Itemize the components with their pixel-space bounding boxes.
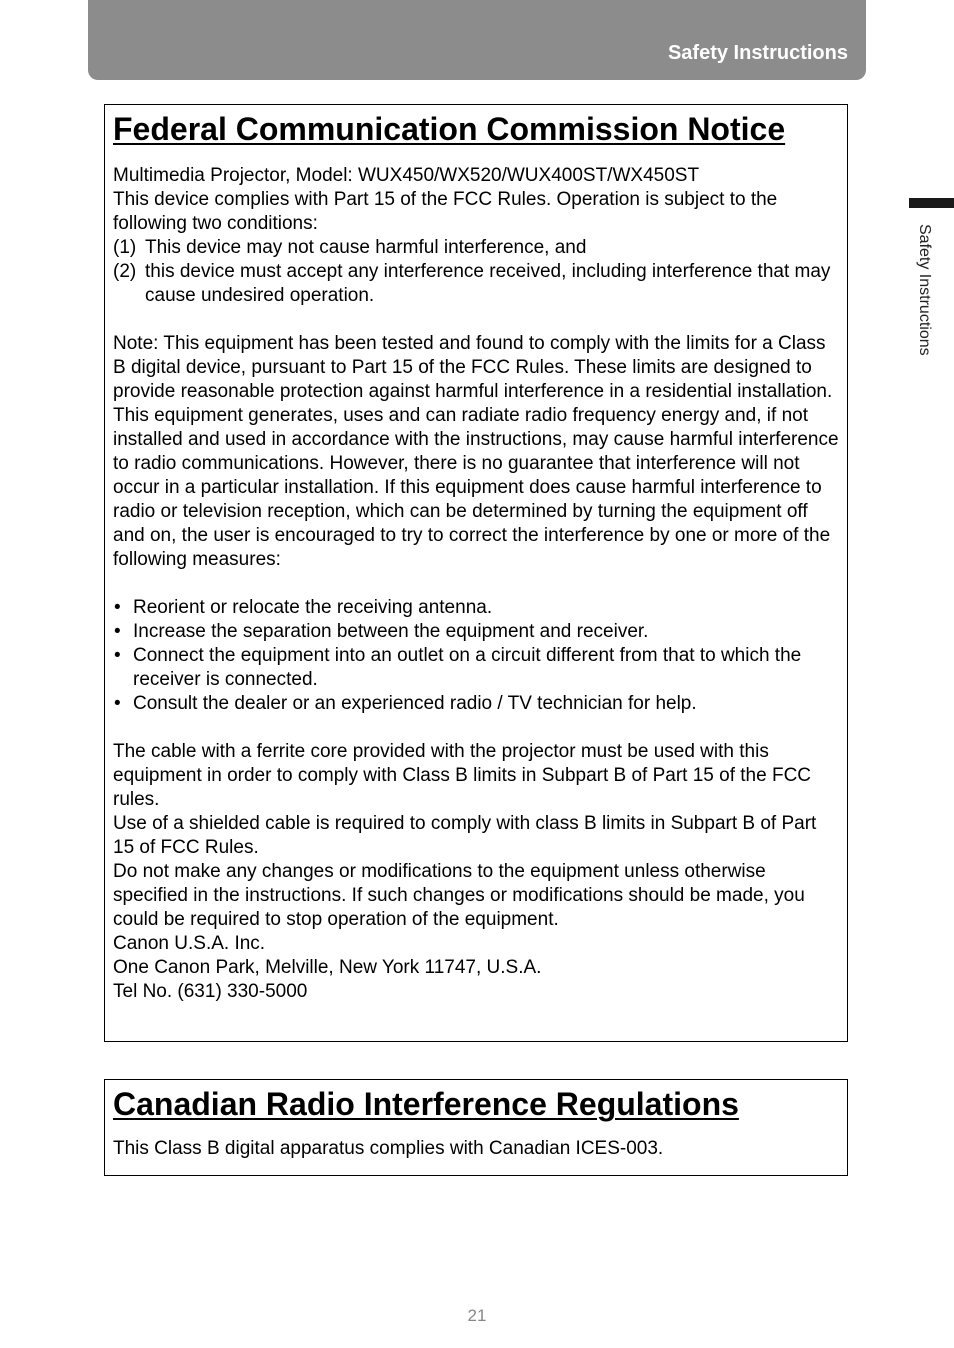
bullet-icon: • xyxy=(114,621,121,642)
side-tab-marker xyxy=(909,198,954,208)
bullet-icon: • xyxy=(114,693,121,714)
company-address: One Canon Park, Melville, New York 11747, U.S.A. xyxy=(113,957,542,978)
canada-heading: Canadian Radio Interference Regulations xyxy=(113,1086,739,1122)
shielded-cable-paragraph: Use of a shielded cable is required to comply with class B limits in Subpart B of Part 15 of FCC Rules. xyxy=(113,813,817,858)
side-tab-label: Safety Instructions xyxy=(916,224,933,356)
fcc-model-line: Multimedia Projector, Model: WUX450/WX520/WUX400ST/WX450ST xyxy=(113,165,700,186)
fcc-body xyxy=(113,164,839,1004)
canada-text: This Class B digital apparatus complies with Canadian ICES-003. xyxy=(113,1138,664,1159)
header-title: Safety Instructions xyxy=(667,42,848,64)
header-bar xyxy=(88,0,866,80)
measure-text: Consult the dealer or an experienced radio / TV technician for help. xyxy=(133,693,697,714)
condition-item xyxy=(113,260,839,308)
bullet-icon: • xyxy=(114,597,121,618)
condition-number: (2) xyxy=(113,261,137,282)
canada-regulations-box xyxy=(104,1079,848,1176)
page-number: 21 xyxy=(467,1306,487,1325)
measure-item xyxy=(113,620,839,644)
condition-item xyxy=(113,236,839,260)
measure-item xyxy=(113,692,839,716)
condition-number: (1) xyxy=(113,237,137,258)
measure-item xyxy=(113,596,839,620)
company-phone: Tel No. (631) 330-5000 xyxy=(113,981,308,1002)
bullet-icon: • xyxy=(114,645,121,666)
measure-text: Increase the separation between the equipment and receiver. xyxy=(133,621,649,642)
fcc-compliance-line: This device complies with Part 15 of the FCC Rules. Operation is subject to the following two conditions: xyxy=(113,189,778,234)
fcc-note-paragraph: Note: This equipment has been tested and found to comply with the limits for a Class B digital device, pursuant to Part 15 of the FCC Rules. These limits are designed to provide reasonable protection against harmful interference in a residential installation. This equipment generates, uses and can radiate radio frequency energy and, if not installed and used in accordance with the instructions, may cause harmful interference to radio communications. However, there is no guarantee that interference will not occur in a particular installation. If this equipment does cause harmful interference to radio or television reception, which can be determined by turning the equipment off and on, the user is encouraged to try to correct the interference by one or more of the following measures: xyxy=(113,333,839,570)
measure-text: Reorient or relocate the receiving antenna. xyxy=(133,597,493,618)
fcc-notice-box xyxy=(104,104,848,1042)
measure-item xyxy=(113,644,839,692)
fcc-heading: Federal Communication Commission Notice xyxy=(113,111,786,147)
ferrite-core-paragraph: The cable with a ferrite core provided with the projector must be used with this equipment in order to comply with Class B limits in Subpart B of Part 15 of the FCC rules. xyxy=(113,741,812,810)
measure-text: Connect the equipment into an outlet on a circuit different from that to which the receiver is connected. xyxy=(133,645,802,690)
company-name: Canon U.S.A. Inc. xyxy=(113,933,266,954)
condition-text: this device must accept any interference received, including interference that may cause undesired operation. xyxy=(145,261,831,306)
modifications-paragraph: Do not make any changes or modifications to the equipment unless otherwise specified in the instructions. If such changes or modifications should be made, you could be required to stop operation of the equipment. xyxy=(113,861,805,930)
condition-text: This device may not cause harmful interference, and xyxy=(145,237,587,258)
